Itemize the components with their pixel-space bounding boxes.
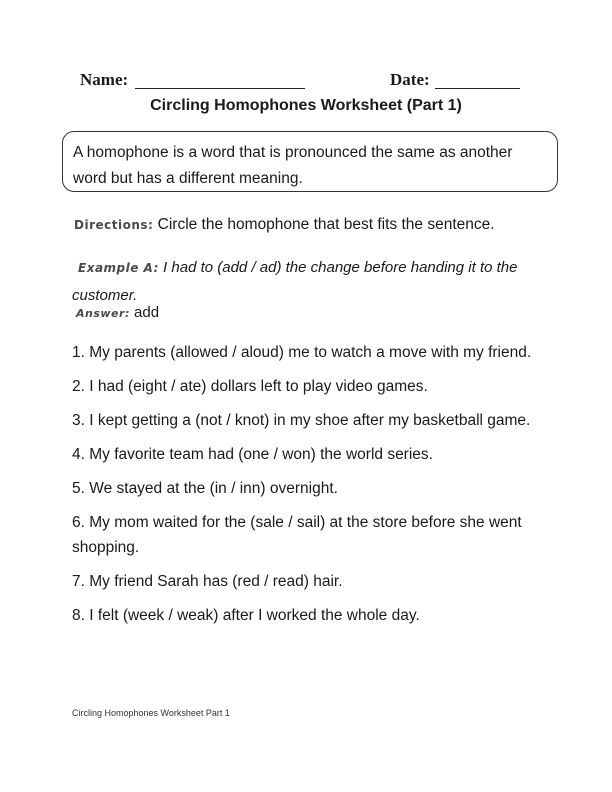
page-footer: Circling Homophones Worksheet Part 1	[72, 708, 230, 718]
question-item[interactable]: 4. My favorite team had (one / won) the world series.	[72, 446, 433, 463]
page-title: Circling Homophones Worksheet (Part 1)	[150, 97, 462, 114]
definition-text: A homophone is a word that is pronounced the same as another word but has a different meaning.	[73, 144, 513, 187]
name-label: Name:	[80, 70, 129, 89]
answer-label: Answer:	[76, 307, 130, 320]
question-item[interactable]: 1. My parents (allowed / aloud) me to watch a move with my friend.	[72, 344, 532, 361]
question-item[interactable]: 6. My mom waited for the (sale / sail) at the store before she went shopping.	[72, 514, 522, 556]
answer	[76, 304, 159, 321]
answer-text: add	[134, 304, 160, 321]
example	[72, 254, 552, 309]
directions-text: Circle the homophone that best fits the sentence.	[157, 216, 495, 233]
question-list	[72, 340, 542, 637]
directions	[74, 216, 495, 234]
question-item[interactable]: 5. We stayed at the (in / inn) overnight.	[72, 480, 338, 497]
name-blank-line[interactable]	[135, 88, 305, 89]
example-label: Example A:	[78, 261, 159, 275]
question-item[interactable]: 7. My friend Sarah has (red / read) hair.	[72, 573, 343, 590]
question-item[interactable]: 8. I felt (week / weak) after I worked the whole day.	[72, 607, 420, 624]
example-text: I had to (add / ad) the change before handing it to the customer.	[72, 259, 518, 304]
definition-box	[62, 131, 558, 192]
date-label: Date:	[390, 70, 430, 89]
question-item[interactable]: 2. I had (eight / ate) dollars left to play video games.	[72, 378, 428, 395]
date-blank-line[interactable]	[435, 88, 520, 89]
question-item[interactable]: 3. I kept getting a (not / knot) in my shoe after my basketball game.	[72, 412, 531, 429]
header-row	[0, 70, 612, 94]
directions-label: Directions:	[74, 218, 154, 232]
